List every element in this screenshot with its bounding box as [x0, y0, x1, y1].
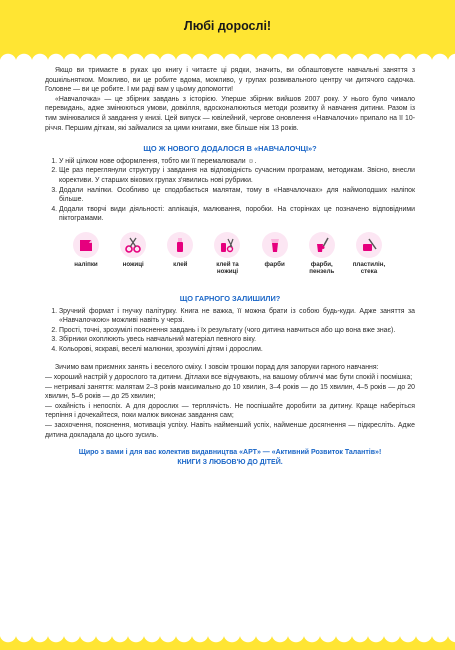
- intro-paragraph-2: «Навчалочка» — це збірник завдань з історією. Уперше збірник вийшов 2007 року. У нього було чимало перевидань, адже змінюються умови, довкілля, вдосконалюються методи розвитку й навчання дитини. Разом із тим змінювалися й завдання у книзі. Цей випуск — ювілейний, чергове оновлення «Навчалочки» припало на її 10-річчя. Першим діткам, які займалися за цими книгами, вже більше ніж 13 років.: [45, 95, 415, 132]
- tips-list: [45, 373, 415, 440]
- pictogram-label: клей: [173, 260, 188, 268]
- tip-item: — заохочення, пояснення, мотивація успіху. Навіть найменший успіх, найменше досягнення — підкресліть. Адже дитина докладала до цього зусиль.: [45, 422, 415, 439]
- pictogram-label: фарби, пензель: [309, 260, 335, 276]
- tip-item: — охайність і непоспіх. А для дорослих — терплячість. Не поспішайте доробити за дитину. Краще наберіться терпіння і дочекайтеся, поки малюк виконає завдання сам;: [45, 402, 415, 420]
- pictogram-paints: [254, 232, 296, 269]
- pictogram-stickers: [65, 232, 107, 269]
- pictogram-glue-scissors: [206, 232, 248, 276]
- list-item: 2. Прості, точні, зрозумілі пояснення завдань і їх результату (чого дитина навчиться або що вона вже знає).: [59, 326, 415, 336]
- list-item: 2. Ще раз переглянули структуру і завдання на відповідність сучасним програмам, методикам. Звісно, внесли корективи. У старших вікових групах з'явились нові рубрики.: [59, 166, 415, 185]
- intro-paragraph-1: Якщо ви тримаєте в руках цю книгу і читаєте ці рядки, значить, ви облаштовуєте навчальні заняття з дошкільнятком. Можливо, ви це робите вдома, можливо, у групах розвивального центру чи дитячого садочка. Головне — ви це робите. І ми раді вам у цьому допомогти!: [45, 67, 415, 94]
- paints-brush-icon: [309, 232, 335, 258]
- list-item: 1. Зручний формат і гнучку палітурку. Книга не важка, її можна брати із собою будь-куди. Адже заняття за «Навчалочкою» можливі навіть у черзі.: [59, 307, 415, 326]
- plasticine-icon: [356, 232, 382, 258]
- page-title: Любі дорослі!: [183, 19, 272, 33]
- new-features-list: [45, 157, 415, 224]
- sticker-icon: [73, 232, 99, 258]
- pictogram-label: фарби: [264, 260, 285, 268]
- pictogram-label: ножиці: [122, 260, 144, 268]
- bottom-scallop-border: [0, 634, 455, 650]
- tip-item: — хороший настрій у дорослого та дитини. Дітлахи все відчувають, на вашому обличчі має бути спокій і посмішка;: [45, 374, 413, 382]
- glue-icon: [167, 232, 193, 258]
- glue-scissors-icon: [214, 232, 240, 258]
- scissors-icon: [120, 232, 146, 258]
- pictogram-label: клей та ножиці: [216, 260, 239, 276]
- kept-features-list: [45, 307, 415, 355]
- new-section-heading: ЩО Ж НОВОГО ДОДАЛОСЯ В «НАВЧАЛОЧЦІ»?: [143, 144, 317, 154]
- list-item: 1. У ній цілком нове оформлення, тобто ми її перемалювали ☺.: [59, 157, 415, 167]
- list-item: 3. Збірники охоплюють увесь навчальний матеріал певного віку.: [59, 335, 415, 345]
- wishes-paragraph: Зичимо вам приємних занять і веселого сміху. І зовсім трошки порад для запоруки гарного навчання:: [55, 364, 379, 372]
- pictogram-plasticine: [348, 232, 390, 276]
- pictogram-glue: [159, 232, 201, 269]
- closing-slogan: КНИГИ З ЛЮБОВ'Ю ДО ДІТЕЙ.: [177, 458, 283, 466]
- closing-signature: Щиро з вами і для вас колектив видавництва «АРТ» — «Активний Розвиток Талантів»!: [78, 449, 382, 457]
- kept-section-heading: ЩО ГАРНОГО ЗАЛИШИЛИ?: [179, 293, 281, 303]
- list-item: 4. Кольорові, яскраві, веселі малюнки, зрозумілі дітям і дорослим.: [59, 345, 415, 355]
- paints-icon: [262, 232, 288, 258]
- list-item: 4. Додали творчі види діяльності: аплікація, малювання, поробки. На сторінках це позначено відповідними піктограмами.: [59, 205, 415, 224]
- pictogram-scissors: [112, 232, 154, 269]
- list-item: 3. Додали наліпки. Особливо це сподобається малятам, тому в «Навчалочках» для наймолодших наліпок більше.: [59, 186, 415, 205]
- page-content: [45, 66, 415, 467]
- pictogram-paints-brush: [301, 232, 343, 276]
- pictogram-row: [65, 232, 390, 290]
- pictogram-label: пластилін, стека: [352, 260, 386, 276]
- tip-item: — нетривалі заняття: малятам 2–3 років максимально до 10 хвилин, 3–4 років — до 15 хвилин, 4–5 років — до 20 хвилин, 5–6 років — до 25 хвилин;: [45, 383, 415, 401]
- pictogram-label: наліпки: [74, 260, 98, 268]
